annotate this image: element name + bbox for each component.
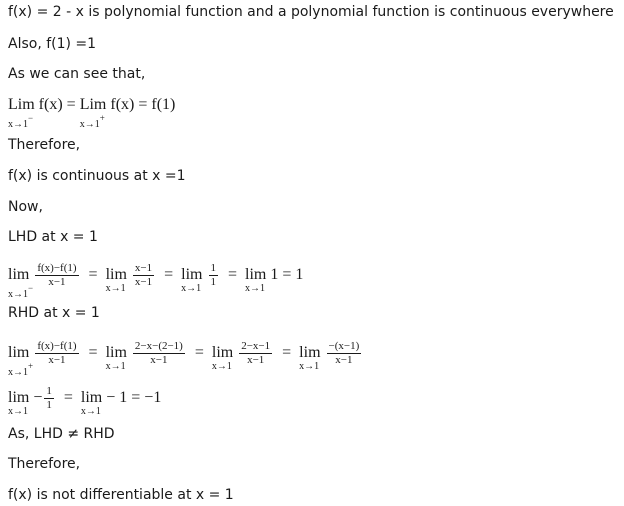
statement-polynomial: f(x) = 2 - x is polynomial function and a polynomial function is continuous everywhere bbox=[8, 4, 614, 20]
rhd-fraction-4: $\frac{-(x-1)}{x-1}$ bbox=[328, 340, 360, 366]
statement-now: Now, bbox=[8, 199, 43, 215]
rhd-limit-3: lim x→1 bbox=[211, 344, 234, 373]
lhd-fraction-2: $\frac{x-1}{x-1}$ bbox=[134, 262, 153, 288]
rhd-fraction-1: $\frac{f(x)-f(1)}{x-1}$ bbox=[37, 340, 77, 366]
statement-therefore-1: Therefore, bbox=[8, 137, 81, 153]
lhd-limit-3: lim x→1 bbox=[181, 266, 203, 295]
lhd-limit-1: lim x→1− bbox=[8, 266, 34, 301]
lhd-fraction-3: $\frac{1}{1}$ bbox=[210, 262, 216, 288]
heading-rhd: RHD at x = 1 bbox=[8, 305, 100, 321]
lhd-fraction-1: $\frac{f(x)-f(1)}{x-1}$ bbox=[37, 262, 77, 288]
equation-limits-equal: Lim x→1− f(x) = Lim x→1+ f(x) = f(1) bbox=[8, 96, 176, 130]
rhd-limit-4: lim x→1 bbox=[299, 344, 321, 373]
statement-therefore-2: Therefore, bbox=[8, 456, 81, 472]
heading-lhd: LHD at x = 1 bbox=[8, 229, 98, 245]
equation-rhd: lim x→1+ $\frac{f(x)-f(1)}{x-1}$ = lim x→1 $\frac{2-x-(2-1)}{x-1}$ = lim x→1 $\frac{2-x-1}{x-1}$ = lim x→1 $\frac{-(x-1)}{x-1}$ bbox=[8, 340, 360, 379]
left-limit: Lim x→1− bbox=[8, 96, 35, 130]
rhd-fraction-3: $\frac{2-x-1}{x-1}$ bbox=[241, 340, 271, 366]
rhd-result-limit-2: lim x→1 bbox=[80, 389, 103, 418]
lhd-limit-2: lim x→1 bbox=[105, 266, 127, 295]
lhd-limit-4: lim x→1 bbox=[245, 266, 267, 295]
rhd-limit-2: lim x→1 bbox=[105, 344, 127, 373]
equation-rhd-result: lim x→1 − $\frac{1}{1}$ = lim x→1 − 1 = −1 bbox=[8, 385, 162, 418]
statement-lhd-ne-rhd: As, LHD ≠ RHD bbox=[8, 426, 115, 442]
statement-continuous: f(x) is continuous at x =1 bbox=[8, 168, 186, 184]
statement-as-we-see: As we can see that, bbox=[8, 66, 146, 82]
right-limit: Lim x→1+ bbox=[79, 96, 107, 130]
rhd-result-limit-1: lim x→1 bbox=[8, 389, 30, 418]
equation-lhd: lim x→1− $\frac{f(x)-f(1)}{x-1}$ = lim x→1 $\frac{x-1}{x-1}$ = lim x→1 $\frac{1}{1}$ = lim x→1 1 = 1 bbox=[8, 262, 304, 301]
statement-f1: Also, f(1) =1 bbox=[8, 36, 97, 52]
rhd-limit-1: lim x→1+ bbox=[8, 344, 34, 379]
rhd-fraction-2: $\frac{2-x-(2-1)}{x-1}$ bbox=[134, 340, 183, 366]
statement-not-differentiable: f(x) is not differentiable at x = 1 bbox=[8, 487, 234, 503]
rhd-result-fraction: $\frac{1}{1}$ bbox=[46, 385, 52, 411]
